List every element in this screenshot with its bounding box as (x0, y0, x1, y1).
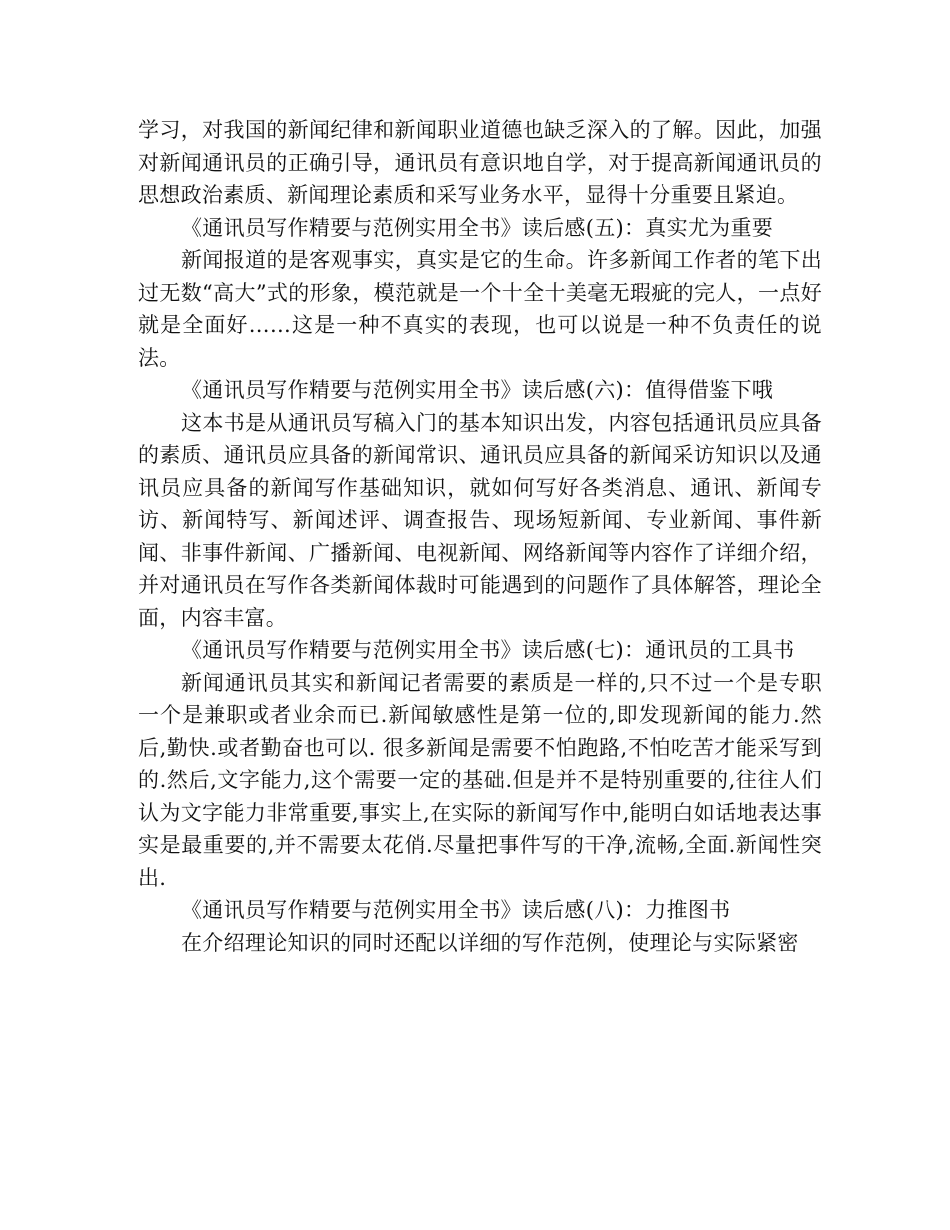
paragraph-continuation: 学习，对我国的新闻纪律和新闻职业道德也缺乏深入的了解。因此，加强对新闻通讯员的正确引导，通讯员有意识地自学，对于提高新闻通讯员的思想政治素质、新闻理论素质和采写业务水平，显得十分重要且紧迫。 (138, 118, 822, 207)
document-body (138, 114, 822, 959)
paragraph-8: 在介绍理论知识的同时还配以详细的写作范例，使理论与实际紧密 (181, 930, 799, 955)
paragraph-7: 新闻通讯员其实和新闻记者需要的素质是一样的,只不过一个是专职一个是兼职或者业余而已.新闻敏感性是第一位的,即发现新闻的能力.然后,勤快.或者勤奋也可以. 很多新闻是需要不怕跑路,不怕吃苦才能采写到的.然后,文字能力,这个需要一定的基础.但是并不是特别重要的,往往人们认为文字能力非常重要,事实上,在实际的新闻写作中,能明白如话地表达事实是最重要的,并不需要太花俏.尽量把事件写的干净,流畅,全面.新闻性突出. (138, 670, 822, 890)
section-heading-8: 《通讯员写作精要与范例实用全书》读后感(八)：力推图书 (181, 898, 731, 922)
paragraph-6: 这本书是从通讯员写稿入门的基本知识出发，内容包括通讯员应具备的素质、通讯员应具备的新闻常识、通讯员应具备的新闻采访知识以及通讯员应具备的新闻写作基础知识，就如何写好各类消息、通讯、新闻专访、新闻特写、新闻述评、调查报告、现场短新闻、专业新闻、事件新闻、非事件新闻、广播新闻、电视新闻、网络新闻等内容作了详细介绍，并对通讯员在写作各类新闻体裁时可能遇到的问题作了具体解答，理论全面，内容丰富。 (138, 410, 822, 630)
paragraph-5: 新闻报道的是客观事实，真实是它的生命。许多新闻工作者的笔下出过无数“高大”式的形象，模范就是一个十全十美毫无瑕疵的完人，一点好就是全面好……这是一种不真实的表现，也可以说是一种不负责任的说法。 (138, 248, 822, 370)
section-heading-6: 《通讯员写作精要与范例实用全书》读后感(六)：值得借鉴下哦 (181, 378, 774, 402)
section-heading-7: 《通讯员写作精要与范例实用全书》读后感(七)：通讯员的工具书 (181, 638, 795, 662)
section-heading-5: 《通讯员写作精要与范例实用全书》读后感(五)：真实尤为重要 (181, 215, 774, 240)
